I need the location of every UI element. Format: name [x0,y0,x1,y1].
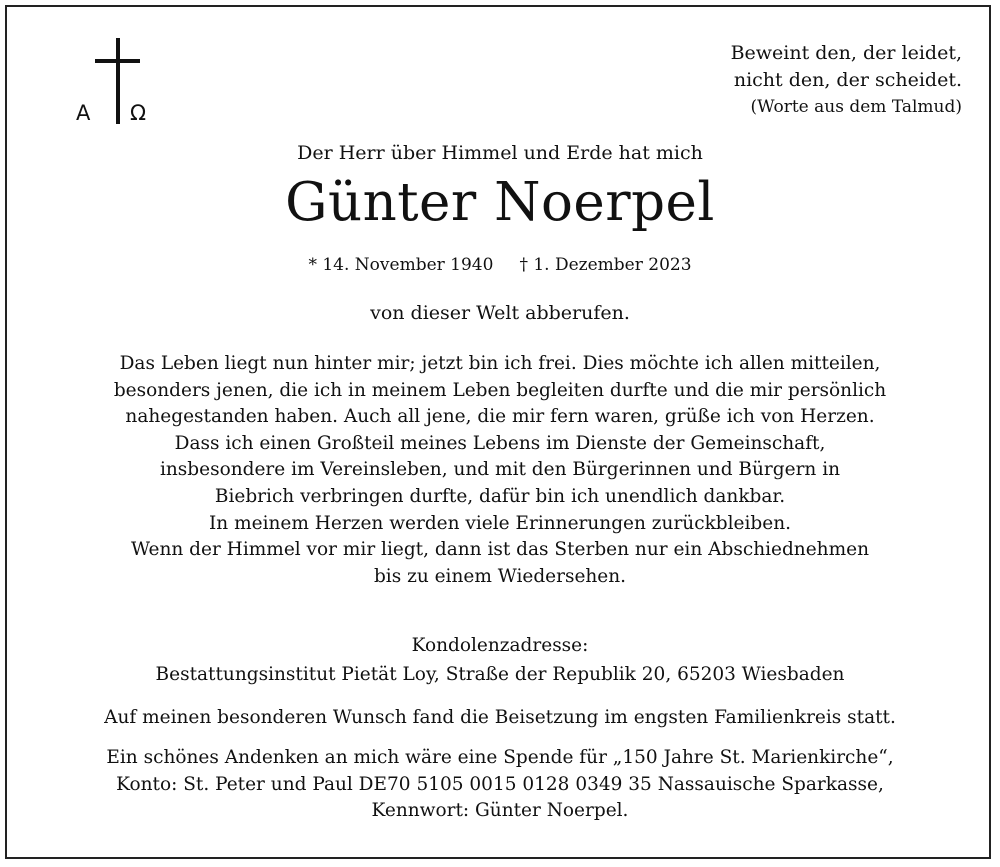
condolence-address: Bestattungsinstitut Pietät Loy, Straße der Republik 20, 65203 Wiesbaden [155,664,845,685]
life-dates [0,255,1000,275]
poem-line: insbesondere im Vereinsleben, und mit den Bürgerinnen und Bürgern in [159,459,841,481]
called-text: von dieser Welt abberufen. [370,302,630,324]
deceased-name: Günter Noerpel [285,172,715,233]
poem-line: bis zu einem Wiedersehen. [373,565,627,587]
motto-line: Beweint den, der leidet, [730,42,962,64]
motto-line: nicht den, der scheidet. [733,69,962,91]
funeral-note: Auf meinen besonderen Wunsch fand die Beisetzung im engsten Familienkreis statt. [104,707,896,728]
poem-line: In meinem Herzen werden viele Erinnerungen zurückbleiben. [209,512,791,534]
donation-line: Ein schönes Andenken an mich wäre eine Spende für „150 Jahre St. Marienkirche“, [106,747,894,768]
cross-alpha-omega-icon [70,36,160,131]
poem-line: nahegestanden haben. Auch all jene, die mir fern waren, grüße ich von Herzen. [125,406,875,428]
condolence-label: Kondolenzadresse: [411,635,589,656]
birth-date: * 14. November 1940 [308,255,494,275]
intro-text: Der Herr über Himmel und Erde hat mich [297,142,703,164]
cross-icon [116,38,120,124]
farewell-text [0,351,1000,590]
motto-source: (Worte aus dem Talmud) [750,97,962,117]
motto [731,40,962,121]
poem-line: Biebrich verbringen durfte, dafür bin ich unendlich dankbar. [214,485,786,507]
donation-line: Kennwort: Günter Noerpel. [371,800,629,821]
donation-note [0,745,1000,825]
poem-line: Das Leben liegt nun hinter mir; jetzt bin ich frei. Dies möchte ich allen mitteilen, [119,353,881,374]
donation-line: Konto: St. Peter und Paul DE70 5105 0015 0128 0349 35 Nassauische Sparkasse, [116,773,884,795]
death-date: † 1. Dezember 2023 [519,255,692,275]
poem-line: besonders jenen, die ich in meinem Leben begleiten durfte und die mir persönlich [113,379,887,401]
cross-bar [95,59,140,63]
poem-line: Wenn der Himmel vor mir liegt, dann ist das Sterben nur ein Abschiednehmen [131,539,869,561]
alpha-symbol: A [76,101,91,125]
poem-line: Dass ich einen Großteil meines Lebens im Dienste der Gemeinschaft, [174,432,826,454]
omega-symbol: Ω [130,101,147,125]
